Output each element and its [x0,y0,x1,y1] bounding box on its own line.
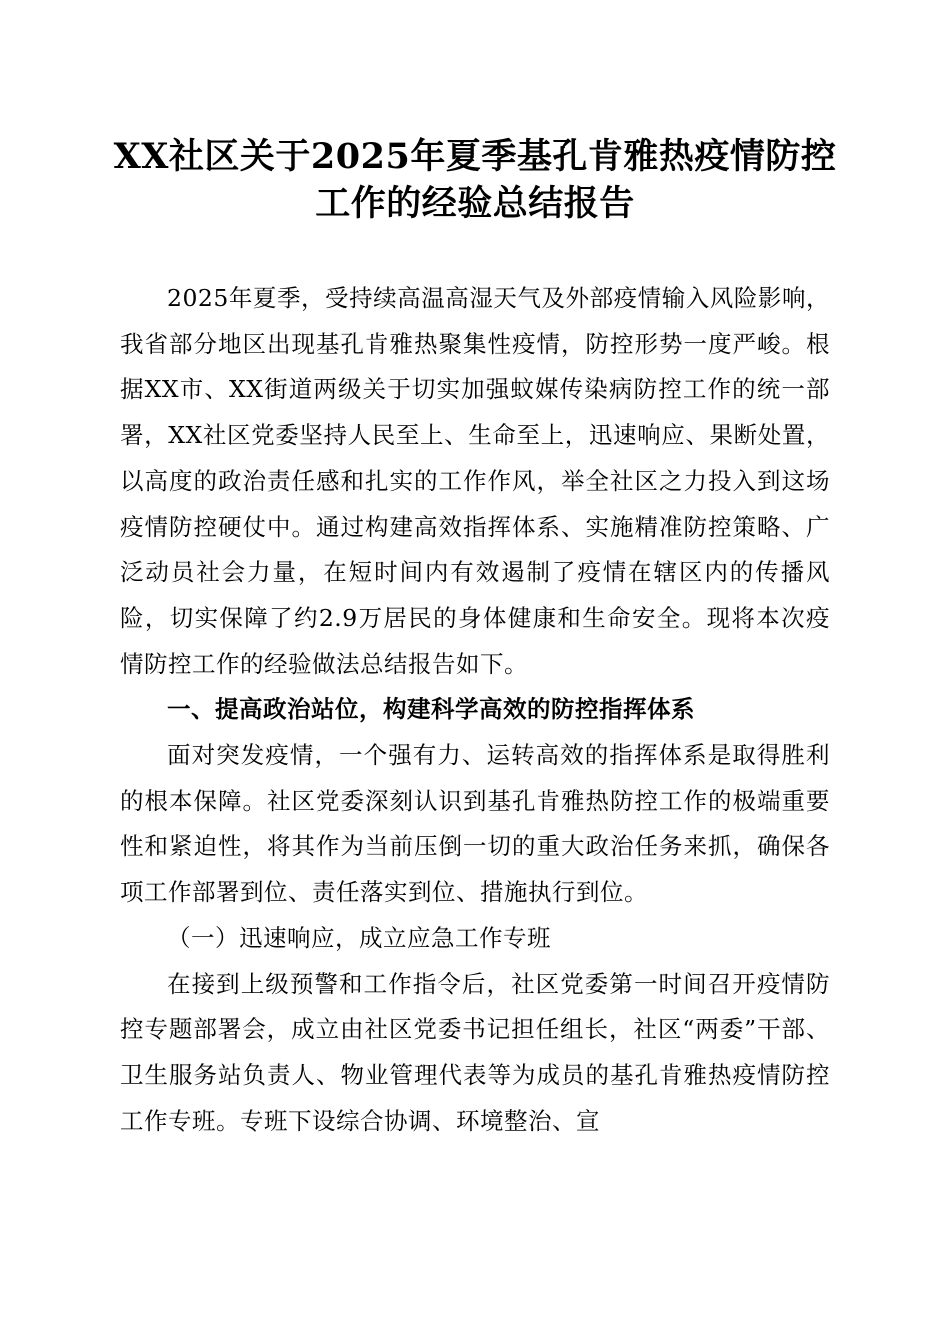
title-line-2: 工作的经验总结报告 [315,183,635,224]
section-1-heading: 一、提高政治站位，构建科学高效的防控指挥体系 [167,695,695,724]
section-1-paragraph: 面对突发疫情，一个强有力、运转高效的指挥体系是取得胜利的根本保障。社区党委深刻认识到基孔肯雅热防控工作的极端重要性和紧迫性，将其作为当前压倒一切的重大政治任务来抓，确保各项工作部署到位、责任落实到位、措施执行到位。 [120,741,830,907]
subsection-1-heading: （一）迅速响应，成立应急工作专班 [167,923,551,952]
document-title [100,133,850,227]
title-line-1: XX社区关于2025年夏季基孔肯雅热疫情防控 [113,136,837,177]
subsection-1-paragraph: 在接到上级预警和工作指令后，社区党委第一时间召开疫情防控专题部署会，成立由社区党委书记担任组长，社区“两委”干部、卫生服务站负责人、物业管理代表等为成员的基孔肯雅热疫情防控工作专班。专班下设综合协调、环境整治、宣 [120,969,830,1135]
document-body [120,276,830,1144]
intro-paragraph: 2025年夏季，受持续高温高湿天气及外部疫情输入风险影响，我省部分地区出现基孔肯雅热聚集性疫情，防控形势一度严峻。根据XX市、XX街道两级关于切实加强蚊媒传染病防控工作的统一部署，XX社区党委坚持人民至上、生命至上，迅速响应、果断处置，以高度的政治责任感和扎实的工作作风，举全社区之力投入到这场疫情防控硬仗中。通过构建高效指挥体系、实施精准防控策略、广泛动员社会力量，在短时间内有效遏制了疫情在辖区内的传播风险，切实保障了约2.9万居民的身体健康和生命安全。现将本次疫情防控工作的经验做法总结报告如下。 [120,284,830,678]
